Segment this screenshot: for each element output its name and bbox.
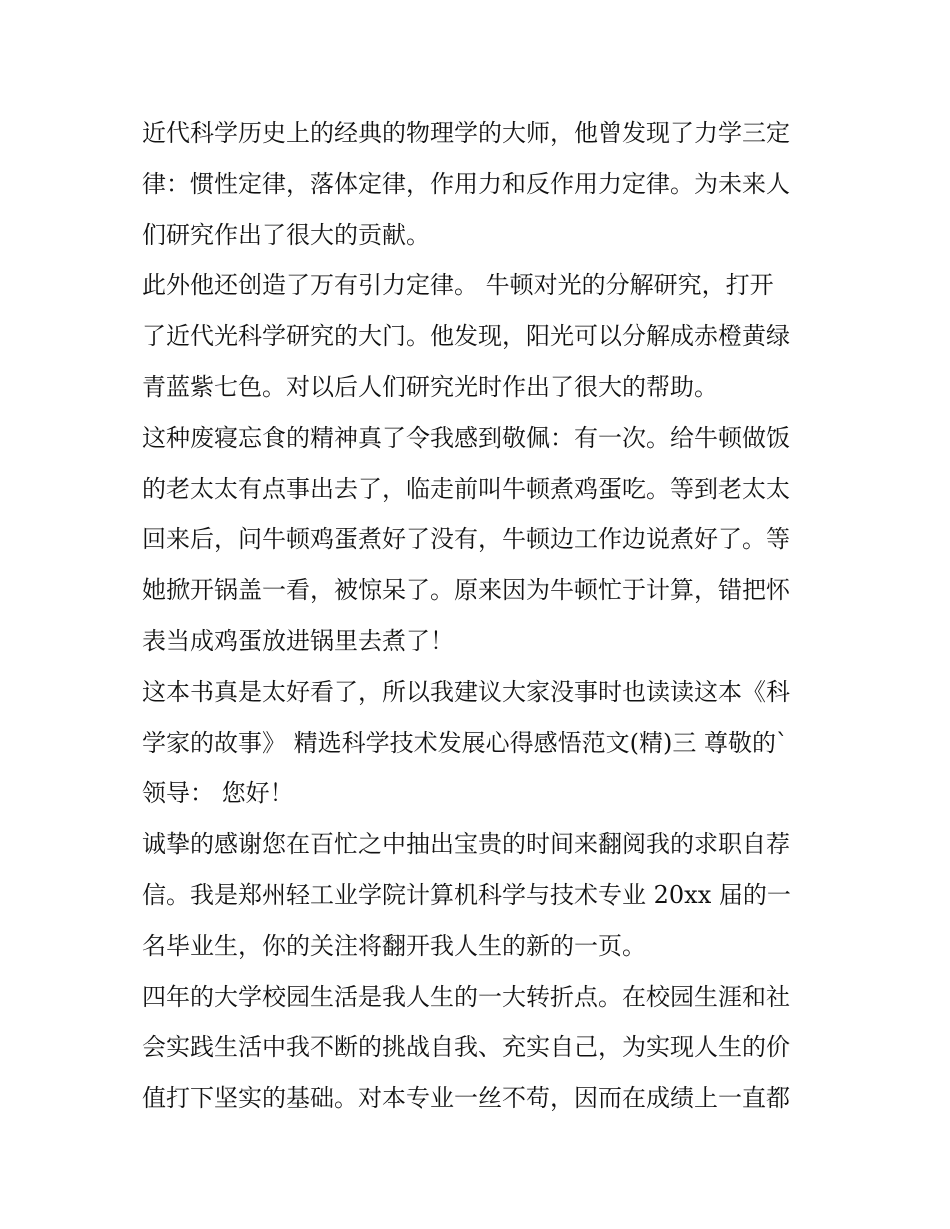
text-line: 了近代光科学研究的大门。他发现，阳光可以分解成赤橙黄绿 [142,322,790,351]
text-line: 青蓝紫七色。对以后人们研究光时作出了很大的帮助。 [142,372,718,401]
text-line: 领导： 您好！ [142,779,294,808]
text-line: 会实践生活中我不断的挑战自我、充实自己，为实现人生的价 [142,1033,790,1062]
text-line: 学家的故事》 精选科学技术发展心得感悟范文(精)三 尊敬的` [142,728,788,757]
text-line: 回来后，问牛顿鸡蛋煮好了没有，牛顿边工作边说煮好了。等 [142,525,790,554]
text-line: 名毕业生，你的关注将翻开我人生的新的一页。 [142,931,646,960]
document-body [142,108,822,1124]
text-line: 诚挚的感谢您在百忙之中抽出宝贵的时间来翻阅我的求职自荐 [142,830,790,859]
text-line: 的老太太有点事出去了，临走前叫牛顿煮鸡蛋吃。等到老太太 [142,474,790,503]
text-line: 信。我是郑州轻工业学院计算机科学与技术专业 20xx 届的一 [142,880,791,909]
text-line: 这本书真是太好看了，所以我建议大家没事时也读读这本《科 [142,677,790,706]
text-line: 律：惯性定律，落体定律，作用力和反作用力定律。为未来人 [142,169,790,198]
text-line: 值打下坚实的基础。对本专业一丝不苟，因而在成绩上一直都 [142,1084,790,1113]
text-line: 近代科学历史上的经典的物理学的大师，他曾发现了力学三定 [142,119,790,147]
text-line: 表当成鸡蛋放进锅里去煮了！ [142,626,454,655]
text-line: 四年的大学校园生活是我人生的一大转折点。在校园生涯和社 [142,982,790,1011]
text-line: 这种废寝忘食的精神真了令我感到敬佩：有一次。给牛顿做饭 [142,423,790,452]
text-line: 她掀开锅盖一看，被惊呆了。原来因为牛顿忙于计算，错把怀 [142,576,790,605]
text-line: 们研究作出了很大的贡献。 [142,220,430,249]
text-line: 此外他还创造了万有引力定律。 牛顿对光的分解研究，打开 [142,271,774,300]
